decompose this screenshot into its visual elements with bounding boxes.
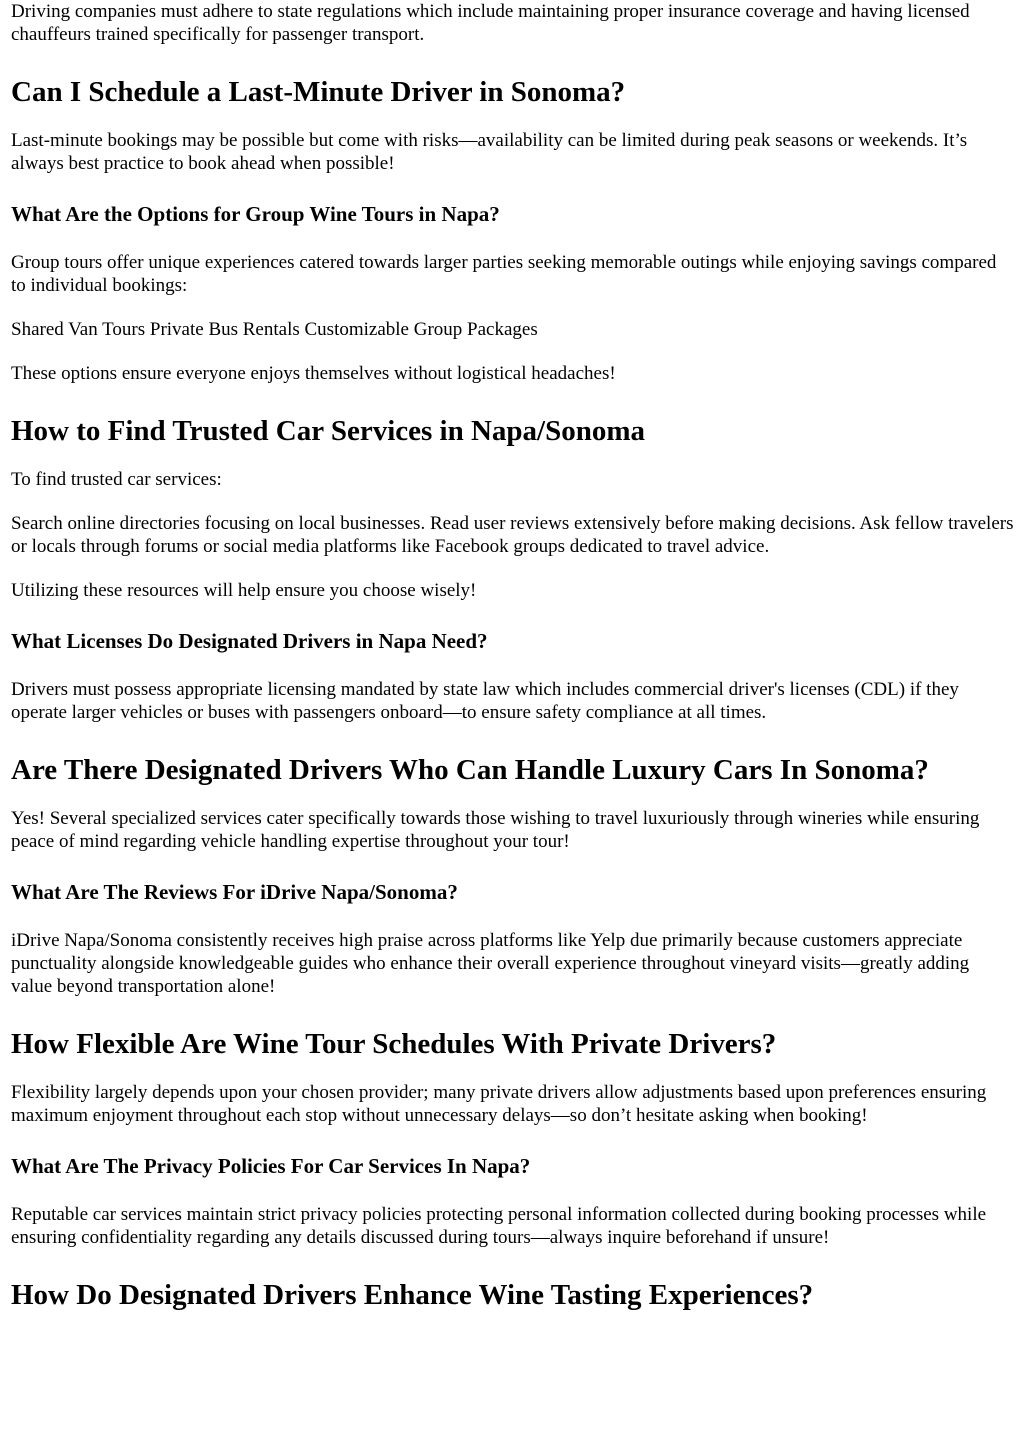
paragraph-driver-licenses: Drivers must possess appropriate licensing mandated by state law which includes commercial driver's licenses (CDL) if they operate larger vehicles or buses with passengers onboard—to ensure safety compliance at all times. xyxy=(11,679,959,723)
subheading-idrive-reviews: What Are The Reviews For iDrive Napa/Sonoma? xyxy=(11,880,458,904)
paragraph-idrive-reviews: iDrive Napa/Sonoma consistently receives high praise across platforms like Yelp due primarily because customers appreciate punctuality alongside knowledgeable guides who enhance their overall experience throughout vineyard visits—greatly adding value beyond transportation alone! xyxy=(11,930,970,997)
paragraph-find-services-summary: Utilizing these resources will help ensure you choose wisely! xyxy=(11,580,477,601)
section-heading-last-minute-driver: Can I Schedule a Last-Minute Driver in Sonoma? xyxy=(11,76,626,108)
paragraph-privacy-policies: Reputable car services maintain strict privacy policies protecting personal information collected during booking processes while ensuring confidentiality regarding any details discussed during tours—always inquire beforehand if unsure! xyxy=(11,1204,987,1248)
paragraph-flexible-schedules: Flexibility largely depends upon your chosen provider; many private drivers allow adjustments based upon preferences ensuring maximum enjoyment throughout each stop without unnecessary delays—so don’t hesitate asking when booking! xyxy=(11,1082,987,1126)
section-heading-trusted-car-services: How to Find Trusted Car Services in Napa/Sonoma xyxy=(11,415,646,447)
subheading-group-wine-tours: What Are the Options for Group Wine Tours in Napa? xyxy=(11,202,500,226)
subheading-privacy-policies: What Are The Privacy Policies For Car Services In Napa? xyxy=(11,1154,531,1178)
paragraph-last-minute-bookings: Last-minute bookings may be possible but come with risks—availability can be limited during peak seasons or weekends. It’s always best practice to book ahead when possible! xyxy=(11,130,968,174)
section-heading-enhance-tasting: How Do Designated Drivers Enhance Wine Tasting Experiences? xyxy=(11,1279,814,1311)
section-heading-luxury-cars: Are There Designated Drivers Who Can Handle Luxury Cars In Sonoma? xyxy=(11,754,929,786)
paragraph-luxury-cars: Yes! Several specialized services cater specifically towards those wishing to travel luxuriously through wineries while ensuring peace of mind regarding vehicle handling expertise throughout your tour! xyxy=(11,808,980,852)
paragraph-group-options-summary: These options ensure everyone enjoys themselves without logistical headaches! xyxy=(11,363,616,384)
paragraph-group-tour-options: Shared Van Tours Private Bus Rentals Customizable Group Packages xyxy=(11,319,538,340)
paragraph-find-services-steps: Search online directories focusing on local businesses. Read user reviews extensively before making decisions. Ask fellow travelers or locals through forums or social media platforms like Facebook groups dedicated to travel advice. xyxy=(11,513,1014,557)
paragraph-group-tours: Group tours offer unique experiences catered towards larger parties seeking memorable outings while enjoying savings compared to individual bookings: xyxy=(11,252,997,296)
subheading-driver-licenses: What Licenses Do Designated Drivers in Napa Need? xyxy=(11,629,488,653)
section-heading-flexible-schedules: How Flexible Are Wine Tour Schedules With Private Drivers? xyxy=(11,1028,777,1060)
intro-paragraph: Driving companies must adhere to state regulations which include maintaining proper insurance coverage and having licensed chauffeurs trained specifically for passenger transport. xyxy=(11,1,970,45)
paragraph-find-services-intro: To find trusted car services: xyxy=(11,469,222,490)
